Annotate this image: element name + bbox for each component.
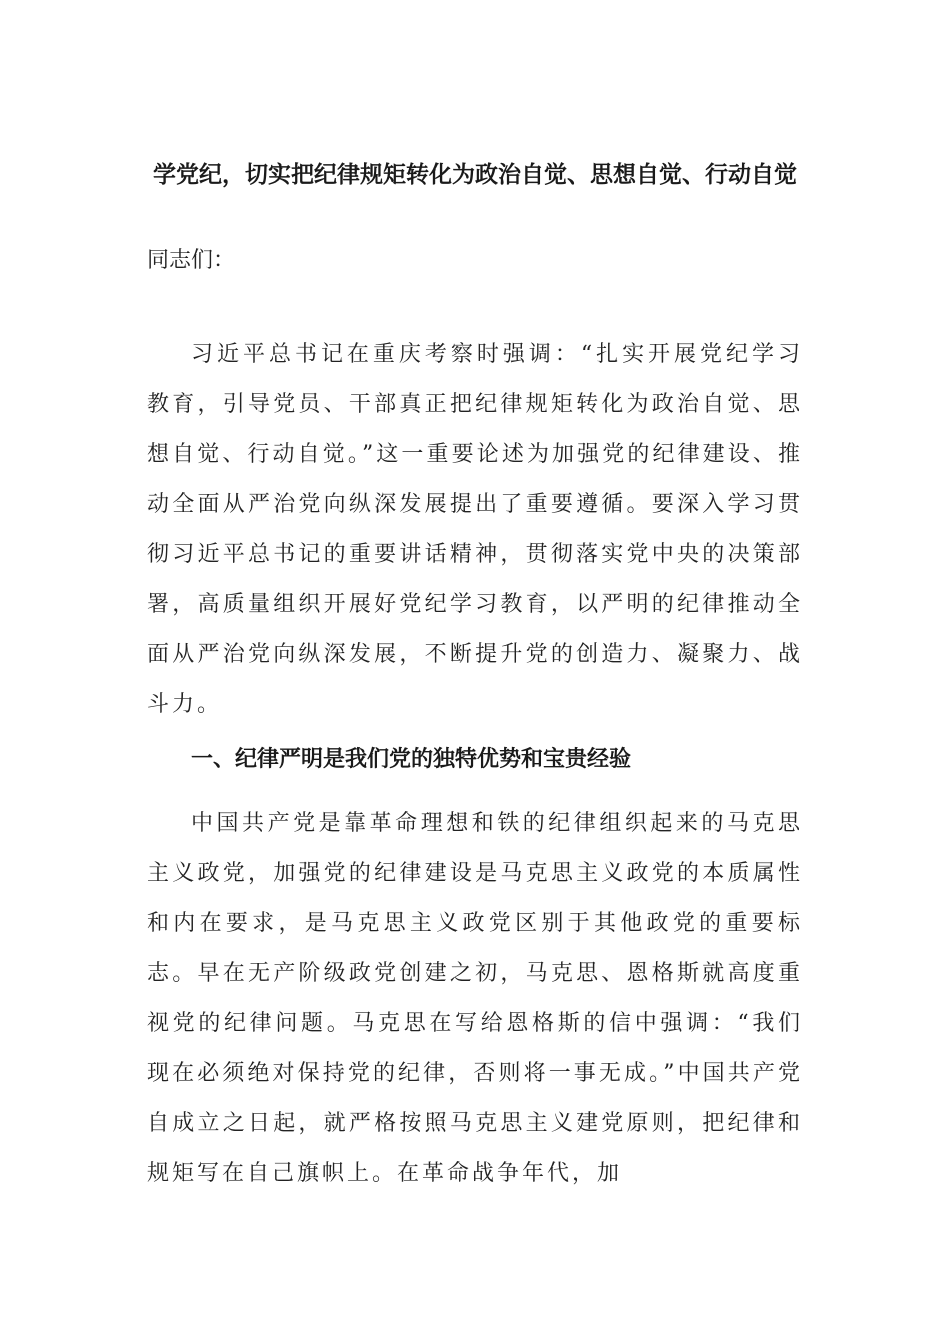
- salutation: 同志们：: [147, 248, 236, 273]
- section-heading-1: 一、纪律严明是我们党的独特优势和宝贵经验: [191, 747, 632, 772]
- paragraph-section-1: 中国共产党是靠革命理想和铁的纪律组织起来的马克思主义政党，加强党的纪律建设是马克思主义政党的本质属性和内在要求，是马克思主义政党区别于其他政党的重要标志。早在无产阶级政党创建之初，马克思、恩格斯就高度重视党的纪律问题。马克思在写给恩格斯的信中强调：“我们现在必须绝对保持党的纪律，否则将一事无成。”中国共产党自成立之日起，就严格按照马克思主义建党原则，把纪律和规矩写在自己旗帜上。在革命战争年代，加: [147, 811, 803, 1186]
- document-title: 学党纪，切实把纪律规矩转化为政治自觉、思想自觉、行动自觉: [153, 162, 797, 188]
- paragraph-intro: 习近平总书记在重庆考察时强调：“扎实开展党纪学习教育，引导党员、干部真正把纪律规矩转化为政治自觉、思想自觉、行动自觉。”这一重要论述为加强党的纪律建设、推动全面从严治党向纵深发展提出了重要遵循。要深入学习贯彻习近平总书记的重要讲话精神，贯彻落实党中央的决策部署，高质量组织开展好党纪学习教育，以严明的纪律推动全面从严治党向纵深发展，不断提升党的创造力、凝聚力、战斗力。: [147, 342, 803, 717]
